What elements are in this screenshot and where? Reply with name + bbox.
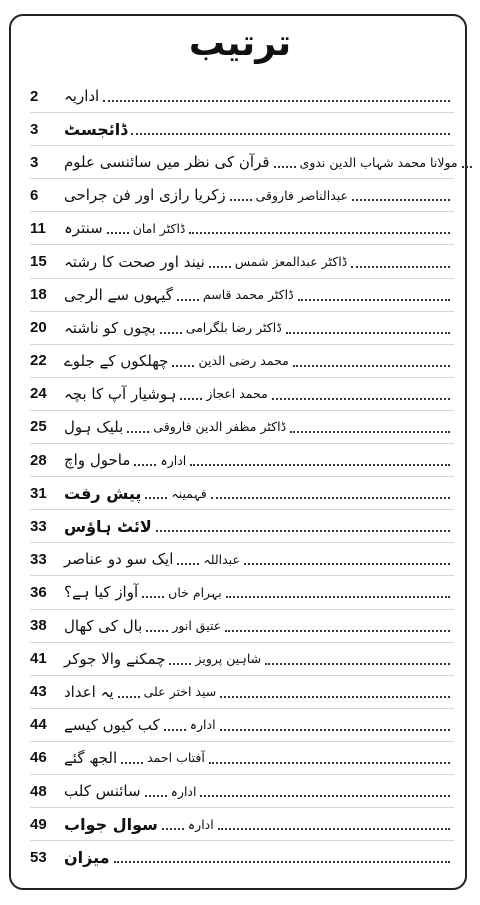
dot-leader (200, 795, 450, 797)
toc-entry-title: سوال جواب (64, 814, 158, 834)
toc-row[interactable] (30, 113, 454, 146)
toc-entry-page: 44 (30, 716, 47, 734)
toc-entry-title: آواز کیا ہے؟ (64, 583, 139, 602)
toc-entry-author: ڈاکٹر محمد قاسم (202, 287, 294, 303)
dot-leader (131, 133, 450, 135)
toc-entry-page: 18 (30, 286, 47, 304)
toc-entry (64, 352, 454, 370)
toc-entry-title: سنترہ (64, 219, 103, 238)
toc-entry-title: گیہوں سے الرجی (64, 285, 173, 304)
toc-entry-author: ڈاکٹر امان (132, 220, 186, 236)
dot-leader (298, 299, 450, 301)
toc-entry (64, 650, 454, 668)
toc-entry-title: ہوشیار آپ کا بچہ (64, 384, 177, 403)
toc-row[interactable] (30, 80, 454, 113)
toc-row[interactable] (30, 179, 454, 212)
toc-entry-title: ڈائجسٹ (64, 119, 128, 139)
toc-entry-title: میزان (64, 847, 110, 867)
page-title: ترتیب (188, 23, 292, 64)
toc-entry (64, 716, 454, 734)
dot-leader (220, 696, 450, 698)
toc-entry-title: یہ اعداد (64, 682, 114, 701)
toc-entry-page: 33 (30, 550, 47, 568)
toc-entry (64, 418, 454, 436)
toc-row[interactable] (30, 444, 454, 477)
toc-entry-author: ادارہ (187, 816, 214, 832)
dot-leader (118, 696, 140, 698)
toc-row[interactable] (30, 312, 454, 345)
toc-row[interactable] (30, 775, 454, 808)
dot-leader (225, 630, 450, 632)
toc-entry (64, 782, 454, 800)
dot-leader (177, 299, 199, 301)
dot-leader (172, 365, 194, 367)
toc-entry-title: نیند اور صحت کا رشتہ (64, 252, 205, 271)
dot-leader (189, 232, 450, 234)
toc-entry-author: ڈاکٹر رضا بلگرامی (185, 320, 282, 336)
toc-row[interactable] (30, 477, 454, 510)
toc-entry-author: ادارہ (189, 717, 216, 733)
toc-row[interactable] (30, 245, 454, 278)
dot-leader (121, 762, 143, 764)
dot-leader (190, 464, 450, 466)
dot-leader (351, 266, 450, 268)
toc-entry-page: 2 (30, 87, 39, 105)
dot-leader (142, 596, 164, 598)
toc-row[interactable] (30, 510, 454, 543)
toc-entry (64, 186, 454, 204)
dot-leader (114, 861, 450, 863)
toc-entry-page: 25 (30, 418, 47, 436)
toc-entry-page: 36 (30, 583, 47, 601)
dot-leader (218, 828, 450, 830)
toc-entry-author: ڈاکٹر مظفر الدین فاروقی (153, 419, 287, 435)
dot-leader (156, 530, 450, 532)
toc-entry-page: 3 (30, 120, 39, 138)
toc-entry (64, 87, 454, 105)
toc-entry (64, 286, 454, 304)
toc-entry-title: لائٹ ہاؤس (64, 516, 152, 536)
dot-leader (164, 729, 186, 731)
toc-entry-author: عتیق انور (172, 618, 222, 634)
toc-entry-author: محمد رضی الدین (198, 353, 289, 369)
dot-leader (265, 663, 450, 665)
toc-entry-title: پیش رفت (64, 483, 142, 503)
toc-row[interactable] (30, 676, 454, 709)
toc-entry (64, 253, 454, 271)
dot-leader (107, 232, 129, 234)
toc-entry (64, 153, 458, 172)
toc-entry-title: الجھ گئے (64, 748, 118, 767)
toc-row[interactable] (30, 279, 454, 312)
toc-entry-author: سید اختر علی (143, 684, 217, 700)
toc-entry-author: شاہین پرویز (195, 651, 262, 667)
toc-row[interactable] (30, 709, 454, 742)
toc-entry-author: آفتاب احمد (147, 750, 205, 766)
toc-entry (64, 583, 454, 601)
dot-leader (180, 398, 202, 400)
toc-entry-title: ماحول واچ (64, 451, 131, 470)
dot-leader (209, 266, 231, 268)
toc-row[interactable] (30, 411, 454, 444)
toc-entry (64, 815, 454, 834)
toc-row[interactable] (30, 808, 454, 841)
toc-entry (64, 517, 454, 536)
toc-entry (64, 617, 454, 635)
dot-leader (226, 596, 450, 598)
dot-leader (220, 729, 450, 731)
toc-entry (64, 550, 454, 568)
toc-entry-title: بال کی کھال (64, 616, 143, 635)
toc-entry-author: ادارہ (170, 783, 197, 799)
toc-list (30, 80, 458, 873)
toc-entry-page: 15 (30, 253, 47, 271)
toc-entry (64, 385, 454, 403)
toc-entry-page: 3 (30, 153, 39, 171)
toc-entry-author: محمد اعجاز (206, 386, 268, 402)
dot-leader (160, 332, 182, 334)
toc-entry-title: کب کیوں کیسے (64, 715, 160, 734)
toc-entry-author: مولانا محمد شہاب الدین ندوی (299, 154, 458, 170)
dot-leader (272, 398, 450, 400)
toc-entry-page: 33 (30, 517, 47, 535)
toc-entry (64, 683, 454, 701)
toc-row[interactable] (30, 345, 454, 378)
toc-entry-page: 38 (30, 617, 47, 635)
toc-row[interactable] (30, 742, 454, 775)
toc-entry-page: 43 (30, 683, 47, 701)
toc-entry-title: قرآن کی نظر میں سائنسی علوم (64, 153, 270, 172)
toc-entry-page: 41 (30, 650, 47, 668)
toc-entry (64, 120, 454, 139)
dot-leader (169, 663, 191, 665)
toc-entry-author: ڈاکٹر عبدالمعز شمس (234, 254, 348, 270)
toc-entry-author: بہرام خاں (168, 584, 222, 600)
toc-row[interactable] (30, 378, 454, 411)
toc-entry-title: ایک سو دو عناصر (64, 550, 174, 569)
dot-leader (230, 199, 252, 201)
dot-leader (286, 332, 450, 334)
dot-leader (145, 795, 167, 797)
dot-leader (127, 431, 149, 433)
dot-leader (244, 563, 450, 565)
dot-leader (177, 563, 199, 565)
toc-entry-title: بچوں کو ناشتہ (64, 318, 156, 337)
dot-leader (146, 630, 168, 632)
toc-entry-page: 46 (30, 749, 47, 767)
toc-row[interactable] (30, 212, 454, 245)
toc-entry-title: زکریا رازی اور فن جراحی (64, 186, 226, 205)
toc-entry-author: عبداللہ (203, 551, 240, 567)
toc-row[interactable] (30, 543, 454, 576)
toc-entry-page: 22 (30, 352, 47, 370)
dot-leader (352, 199, 450, 201)
toc-row[interactable] (30, 841, 454, 873)
toc-row[interactable] (30, 576, 454, 609)
toc-entry-page: 49 (30, 815, 47, 833)
toc-row[interactable] (30, 146, 458, 179)
toc-entry-page: 20 (30, 319, 47, 337)
toc-entry-page: 53 (30, 848, 47, 866)
toc-entry (64, 319, 454, 337)
dot-leader (293, 365, 450, 367)
toc-entry (64, 219, 454, 237)
toc-entry-author: عبدالناصر فاروقی (255, 187, 348, 203)
toc-entry-title: چمکنے والا جوکر (64, 649, 166, 668)
toc-entry-page: 48 (30, 782, 47, 800)
toc-entry-title: بلیک ہول (64, 417, 124, 436)
dot-leader (134, 464, 156, 466)
toc-entry-page: 24 (30, 385, 47, 403)
toc-entry-author: فہمینہ (171, 485, 207, 501)
dot-leader (274, 166, 296, 168)
toc-entry (64, 484, 454, 503)
toc-entry-title: اداریہ (64, 87, 100, 106)
toc-entry-title: چھلکوں کے جلوے (64, 351, 169, 370)
toc-entry (64, 848, 454, 867)
toc-entry-author: ادارہ (160, 452, 187, 468)
dot-leader (290, 431, 450, 433)
dot-leader (145, 497, 167, 499)
toc-row[interactable] (30, 610, 454, 643)
toc-entry-title: سائنس کلب (64, 782, 141, 801)
toc-row[interactable] (30, 643, 454, 676)
dot-leader (211, 497, 450, 499)
toc-entry-page: 11 (30, 219, 46, 237)
dot-leader (103, 100, 450, 102)
dot-leader (462, 166, 472, 168)
toc-entry (64, 451, 454, 469)
toc-entry-page: 31 (30, 484, 47, 502)
toc-entry (64, 749, 454, 767)
toc-entry-page: 6 (30, 186, 39, 204)
dot-leader (209, 762, 450, 764)
dot-leader (162, 828, 184, 830)
toc-entry-page: 28 (30, 451, 47, 469)
